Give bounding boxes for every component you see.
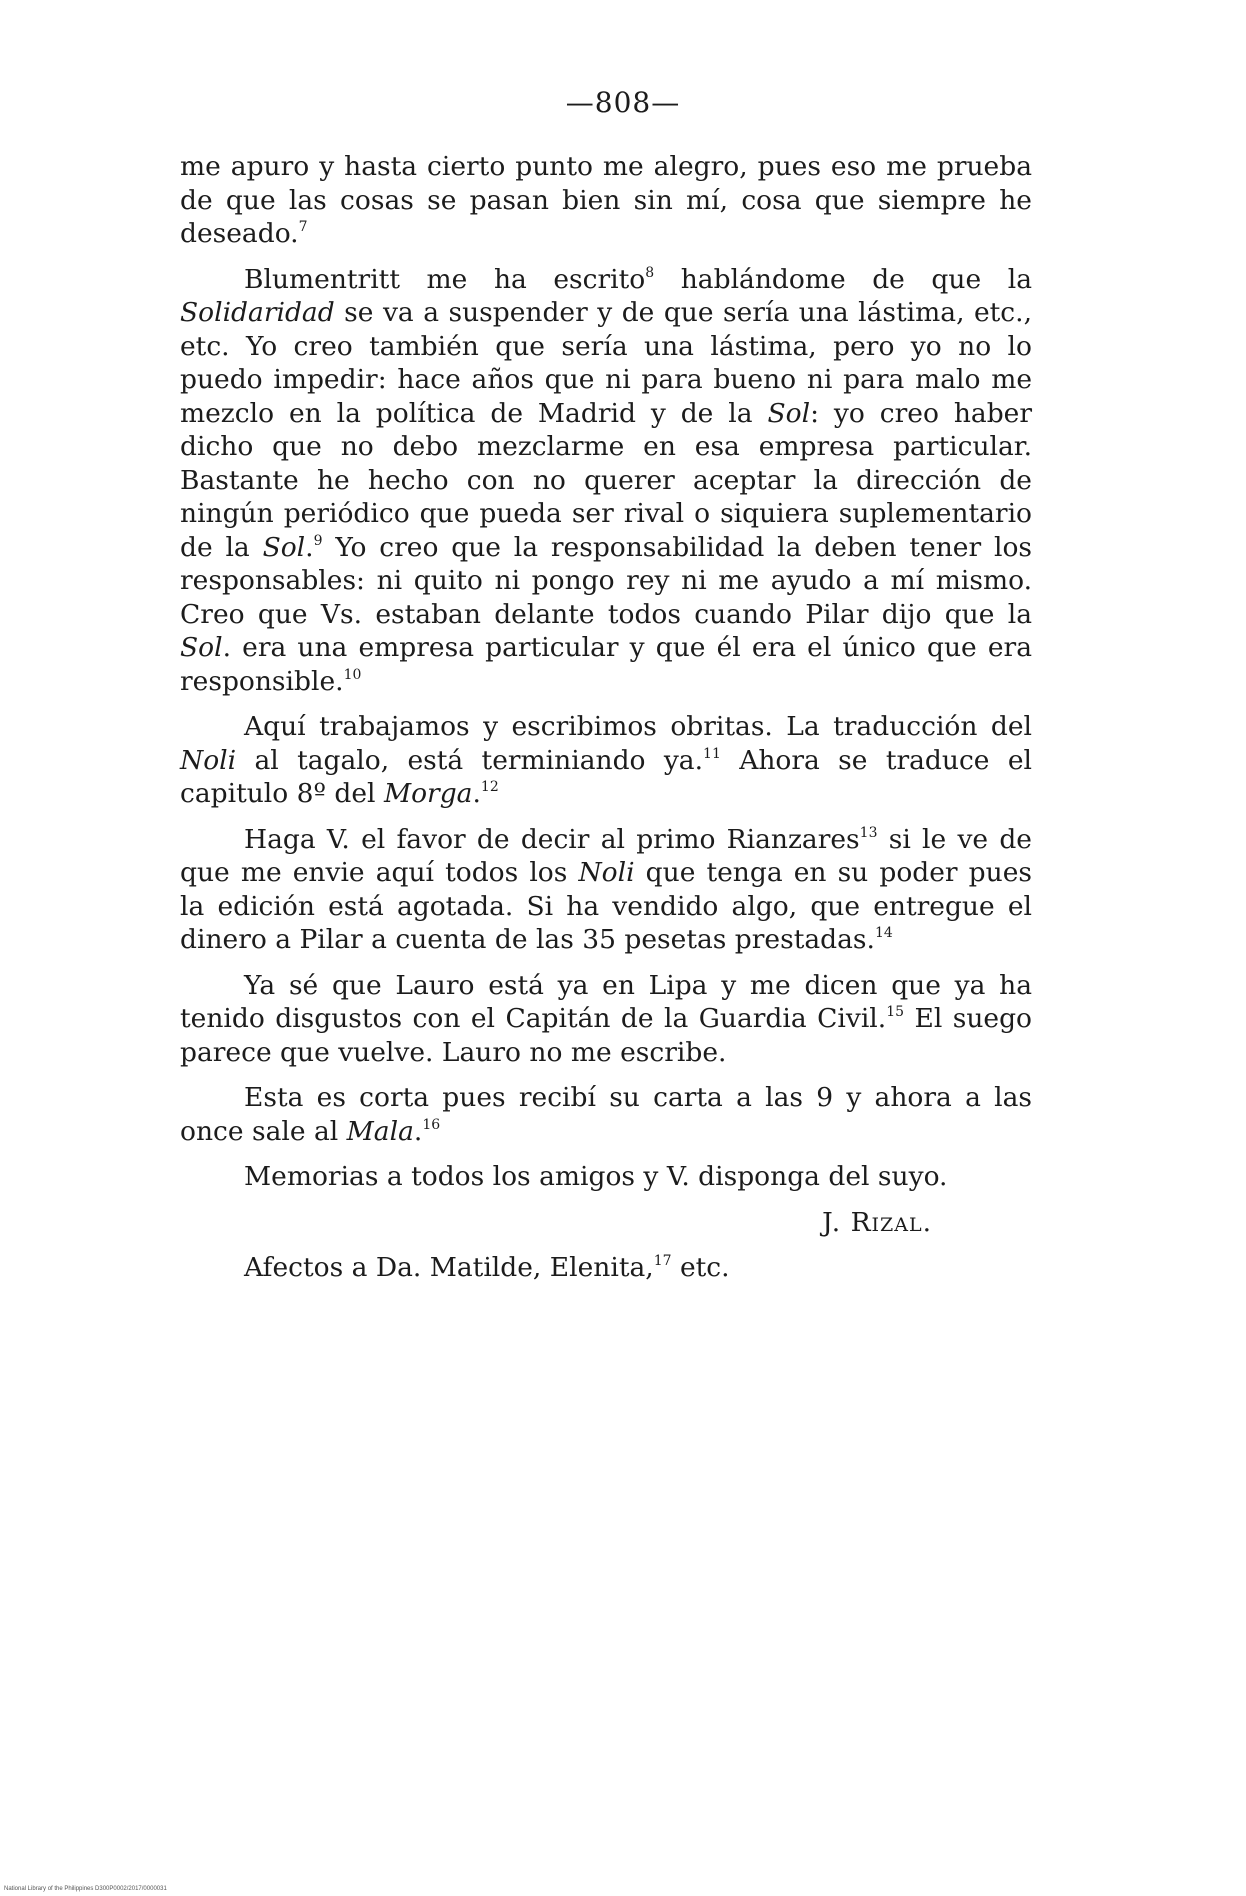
italic-text: Sol — [180, 632, 223, 663]
paragraphs — [180, 150, 1032, 1148]
letter-body — [180, 150, 1032, 1297]
footnote-ref: 12 — [480, 779, 499, 795]
footnote-ref: 15 — [886, 1004, 905, 1020]
text-run: Esta es corta pues recibí su carta a las 9 y ahora a las once sale al — [180, 1082, 1032, 1147]
postscript — [180, 1251, 1032, 1285]
paragraph — [180, 823, 1032, 957]
paragraph — [180, 1081, 1032, 1148]
text-run: . — [305, 531, 314, 563]
text-run: Haga V. el favor de decir al primo Rianzares — [244, 823, 860, 855]
text-run: El suego parece que vuelve. Lauro no me escribe. — [180, 1003, 1032, 1068]
paragraph — [180, 710, 1032, 811]
footnote-ref: 16 — [422, 1116, 441, 1133]
text-run: . — [472, 778, 481, 809]
footnote-ref: 11 — [703, 745, 721, 762]
text-run: hablándome de que la — [654, 263, 1032, 295]
paragraph — [180, 969, 1032, 1070]
closing-line: Memorias a todos los amigos y V. disponga del suyo. — [244, 1161, 948, 1192]
text-run: Ahora se traduce el capitulo 8º del — [180, 744, 1032, 809]
italic-text: Sol — [262, 531, 306, 563]
text-run: si le ve de que me envie aquí todos los — [180, 823, 1032, 888]
italic-text: Noli — [578, 857, 635, 888]
italic-text: Noli — [180, 744, 237, 776]
signature: J. Rizal. — [822, 1206, 932, 1238]
text-run: me apuro y hasta cierto punto me alegro, pues eso me prueba de que las cosas se pasan bien sin mí, cosa que siempre he deseado. — [180, 151, 1032, 249]
footnote-ref: 7 — [298, 219, 308, 235]
text-run: al tagalo, está terminiando ya. — [236, 744, 704, 776]
footnote-ref: 13 — [859, 824, 878, 841]
italic-text: Mala — [346, 1115, 414, 1147]
footnote-ref: 8 — [645, 264, 655, 281]
text-run: que tenga en su poder pues la edición está agotada. Si ha vendido algo, que entregue el dinero a Pilar a cuenta de las 35 pesetas prestadas. — [180, 857, 1032, 955]
archive-footer: National Library of the Philippines D300P0002/2017/0000031 — [4, 1886, 167, 1892]
text-run: se va a suspender y de que sería una lástima, etc., etc. Yo creo también que sería una lástima, pero yo no lo puedo impedir: hace años que ni para bueno ni para malo me mezclo en la política de Madrid y de la — [180, 297, 1032, 429]
italic-text: Morga — [383, 778, 473, 809]
page-number: —808— — [565, 86, 681, 119]
text-run: . — [413, 1115, 423, 1147]
footnote-ref: 9 — [313, 532, 323, 549]
footnote-ref: 17 — [653, 1253, 672, 1269]
text-run: Yo creo que la responsabilidad la deben tener los responsables: ni quito ni pongo rey ni me ayudo a mí mismo. Creo que Vs. estaban delante todos cuando Pilar dijo que la — [180, 531, 1032, 630]
text-run: : yo creo haber dicho que no debo mezclarme en esa empresa particular. Bastante he hecho con no querer aceptar la dirección de ningún periódico que pueda ser rival o siquiera suplementario de la — [180, 397, 1033, 563]
text-run: . era una empresa particular y que él era el único que era responsible. — [180, 632, 1032, 697]
text-run: Aquí trabajamos y escribimos obritas. La traducción del — [244, 711, 1032, 742]
paragraph — [180, 150, 1032, 251]
italic-text: Solidaridad — [180, 297, 335, 328]
text-run: Blumentritt me ha escrito — [244, 263, 646, 295]
footnote-ref: 10 — [343, 666, 362, 683]
text-run: Afectos a Da. Matilde, Elenita, — [244, 1252, 654, 1283]
text-run: Ya sé que Lauro está ya en Lipa y me dicen que ya ha tenido disgustos con el Capitán de la Guardia Civil. — [180, 969, 1032, 1034]
italic-text: Sol — [767, 397, 811, 429]
paragraph — [180, 263, 1032, 699]
footnote-ref: 14 — [874, 925, 893, 941]
text-run: etc. — [671, 1252, 730, 1283]
